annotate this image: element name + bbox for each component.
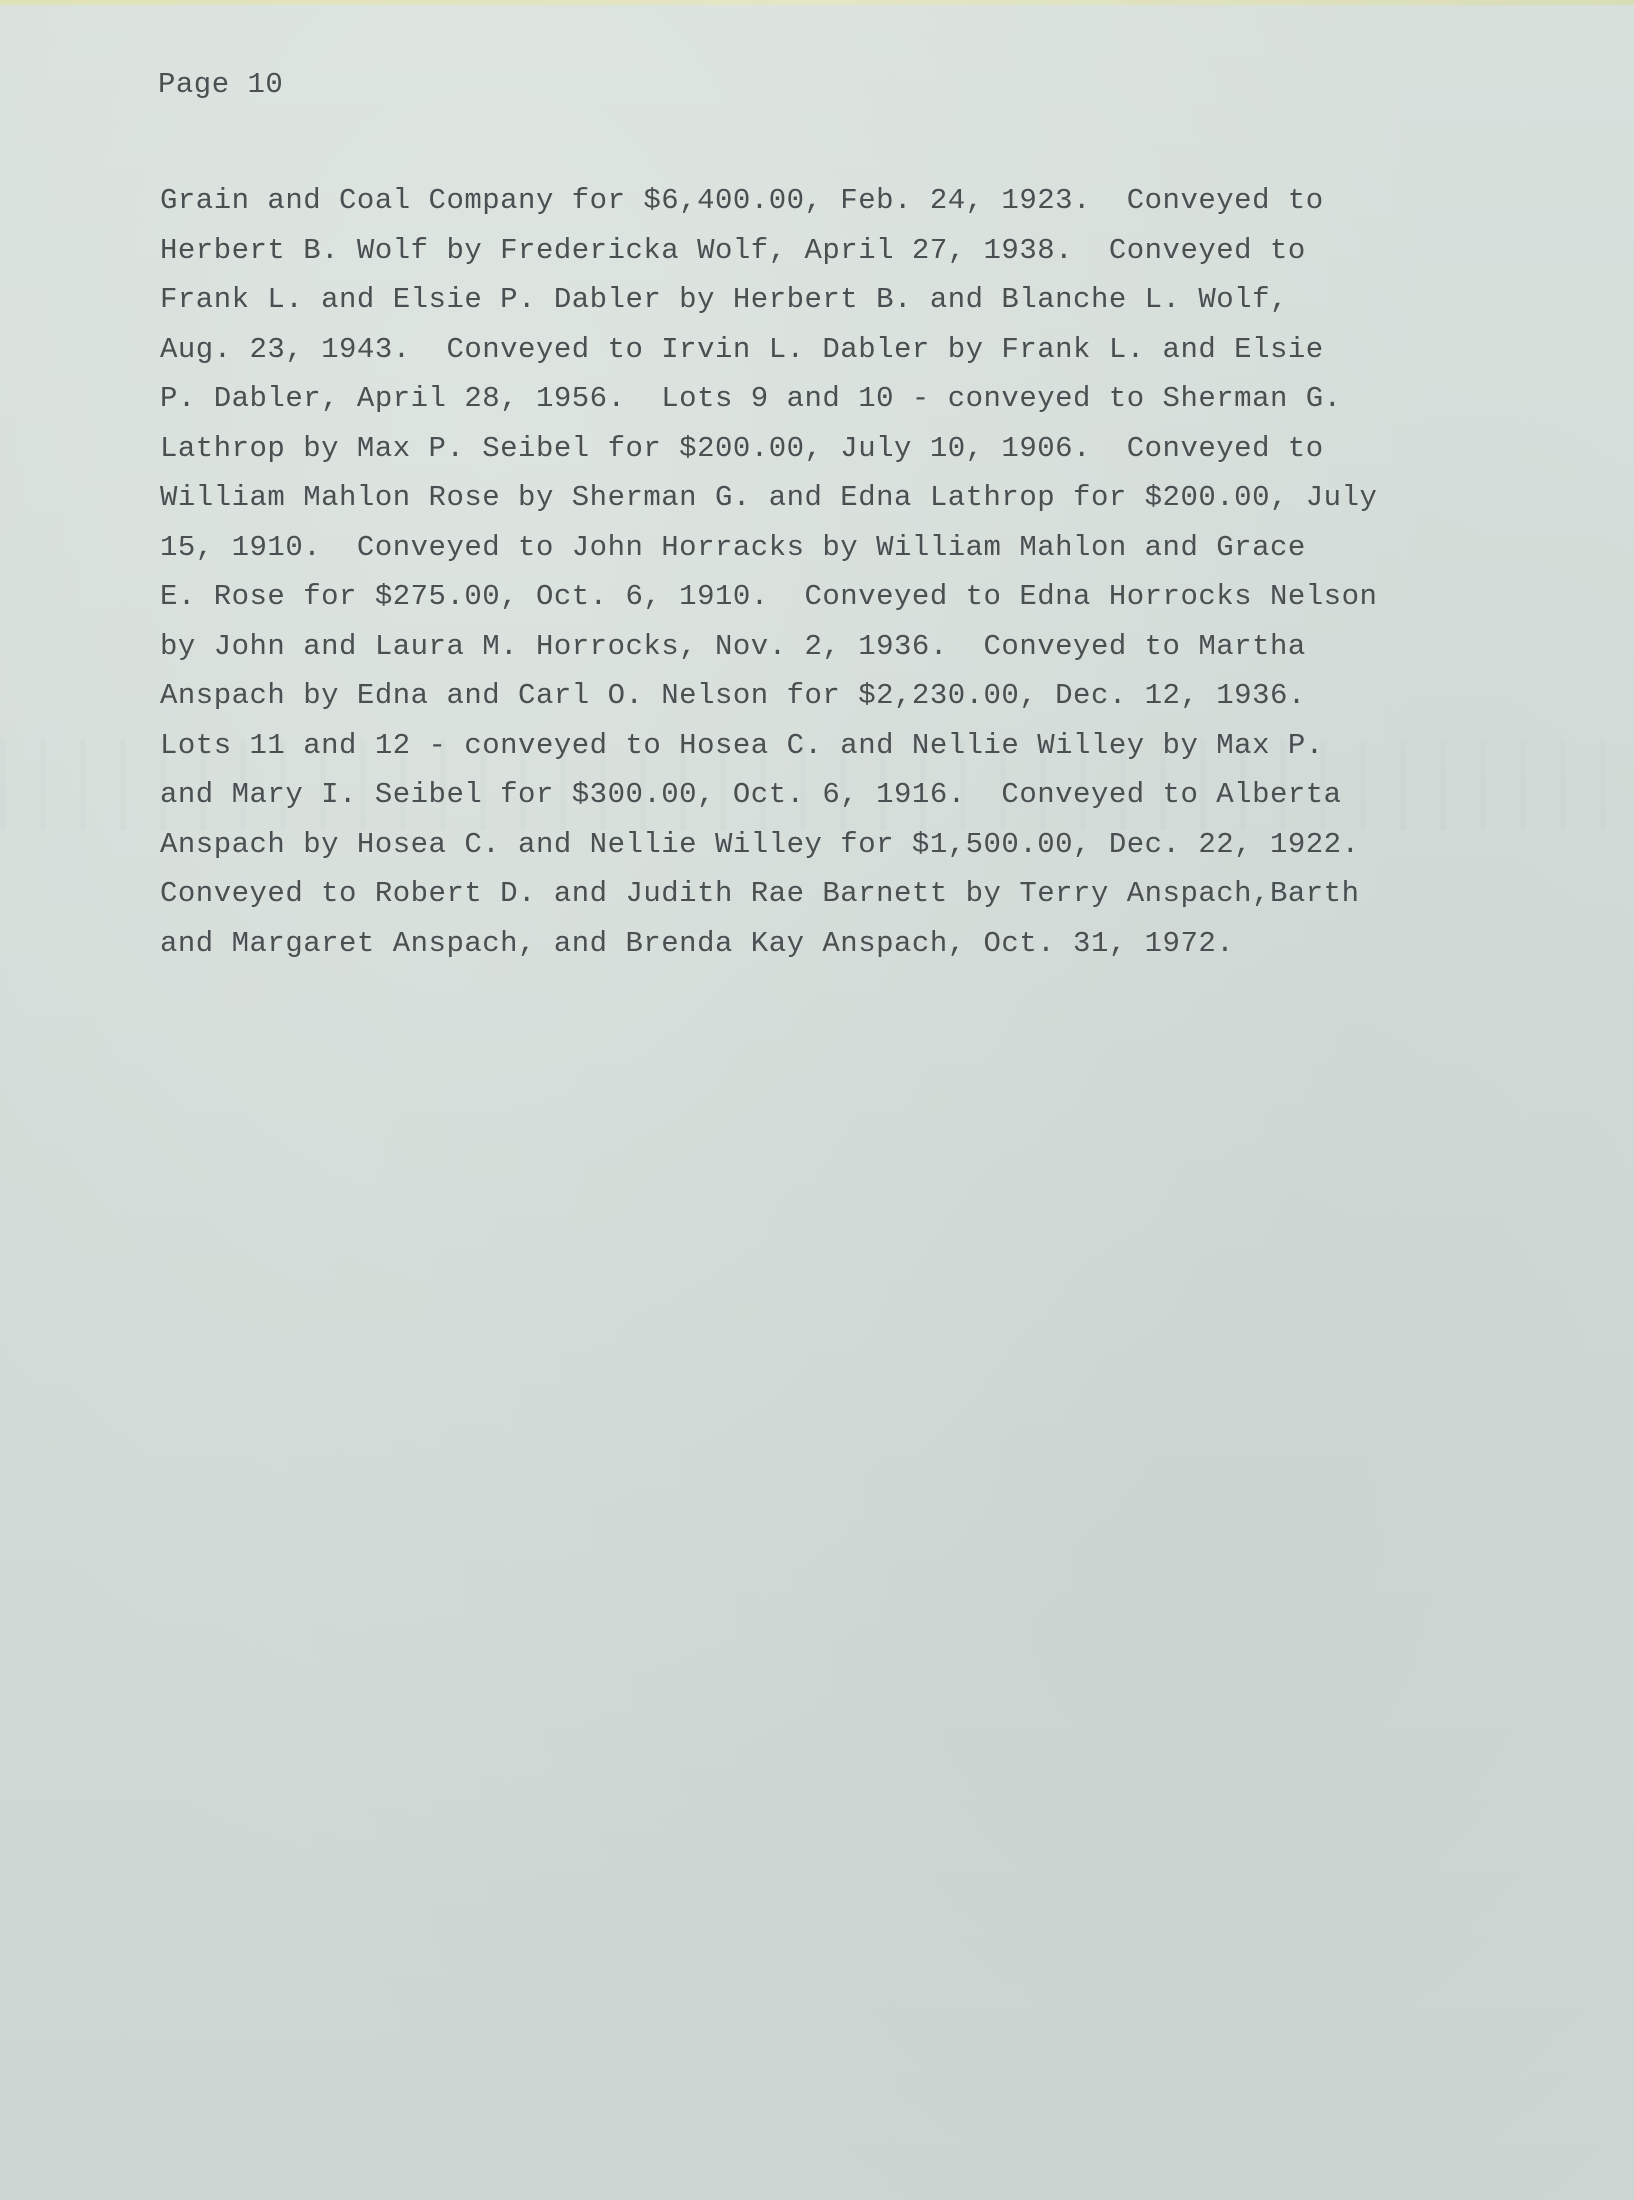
text-line: Anspach by Hosea C. and Nellie Willey for $1,500.00, Dec. 22, 1922.	[160, 827, 1360, 861]
page-number: Page 10	[158, 68, 284, 101]
text-line: Lathrop by Max P. Seibel for $200.00, July 10, 1906. Conveyed to	[160, 431, 1324, 465]
text-line: and Margaret Anspach, and Brenda Kay Anspach, Oct. 31, 1972.	[160, 926, 1235, 960]
body-paragraph	[160, 176, 1490, 968]
text-line: P. Dabler, April 28, 1956. Lots 9 and 10 - conveyed to Sherman G.	[160, 382, 1342, 415]
text-line: 15, 1910. Conveyed to John Horracks by William Mahlon and Grace	[160, 530, 1306, 564]
paper-top-edge	[0, 0, 1634, 5]
text-line: Herbert B. Wolf by Fredericka Wolf, April 27, 1938. Conveyed to	[160, 233, 1306, 267]
text-line: by John and Laura M. Horrocks, Nov. 2, 1936. Conveyed to Martha	[160, 629, 1306, 663]
text-line: E. Rose for $275.00, Oct. 6, 1910. Conveyed to Edna Horrocks Nelson	[160, 580, 1378, 613]
text-line: Anspach by Edna and Carl O. Nelson for $2,230.00, Dec. 12, 1936.	[160, 679, 1306, 712]
text-line: Grain and Coal Company for $6,400.00, Feb. 24, 1923. Conveyed to	[160, 184, 1324, 217]
text-line: Frank L. and Elsie P. Dabler by Herbert B. and Blanche L. Wolf,	[160, 283, 1288, 316]
text-line: Aug. 23, 1943. Conveyed to Irvin L. Dabler by Frank L. and Elsie	[160, 332, 1324, 366]
text-line: William Mahlon Rose by Sherman G. and Edna Lathrop for $200.00, July	[160, 481, 1378, 514]
text-line: Conveyed to Robert D. and Judith Rae Barnett by Terry Anspach,Barth	[160, 877, 1360, 910]
text-line: and Mary I. Seibel for $300.00, Oct. 6, 1916. Conveyed to Alberta	[160, 778, 1342, 811]
text-line: Lots 11 and 12 - conveyed to Hosea C. and Nellie Willey by Max P.	[160, 728, 1324, 762]
